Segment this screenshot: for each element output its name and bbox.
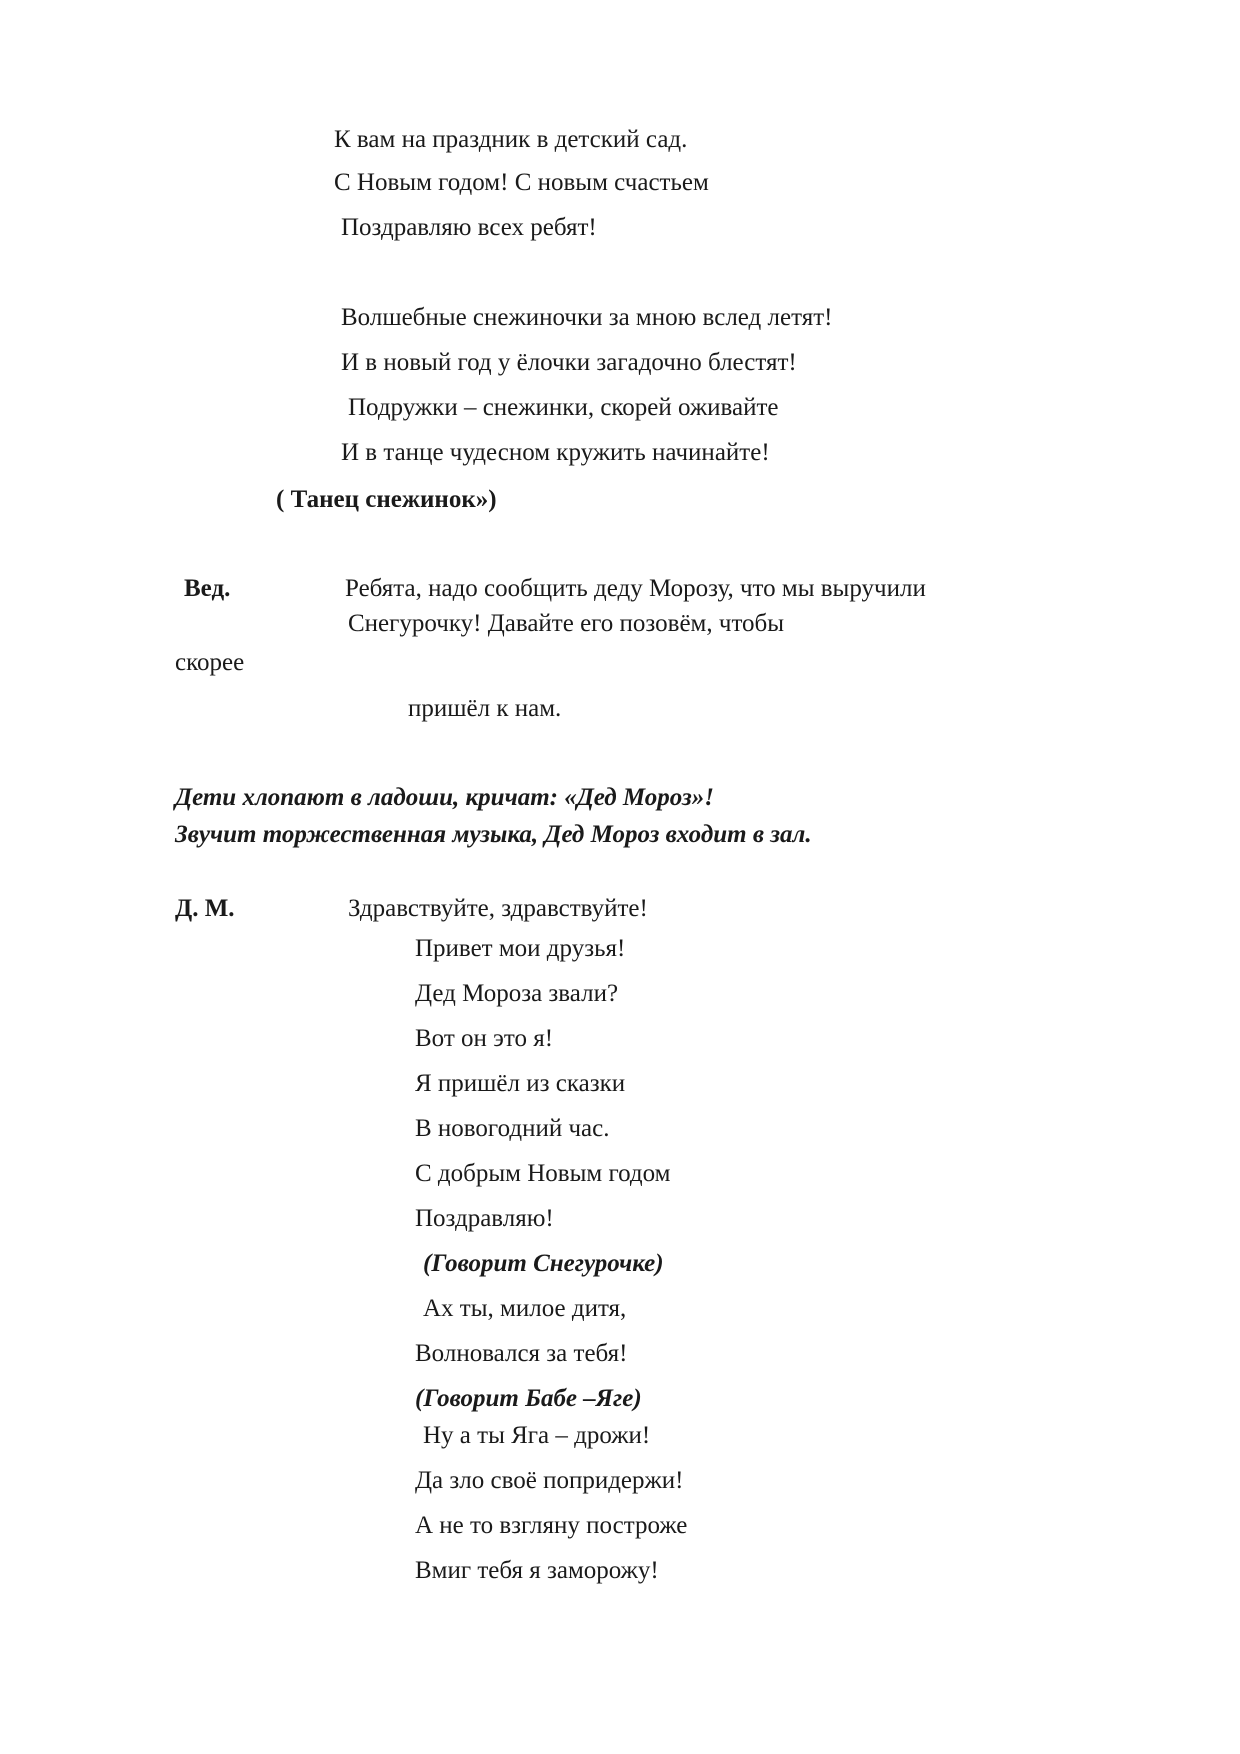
dm-stage-direction-yaga: (Говорит Бабе –Яге): [415, 1385, 642, 1412]
stage-direction-line-1: Дети хлопают в ладоши, кричат: «Дед Мороз»!: [175, 784, 714, 811]
stage-direction-dance: ( Танец снежинок»): [276, 486, 497, 513]
dm-line-4: Вот он это я!: [415, 1025, 554, 1052]
speaker-ved: Вед.: [184, 575, 231, 602]
verse2-line-3: Подружки – снежинки, скорей оживайте: [348, 394, 779, 421]
verse1-line-1: К вам на праздник в детский сад.: [334, 126, 688, 153]
verse1-line-3: Поздравляю всех ребят!: [341, 214, 597, 241]
dm-line-16: Вмиг тебя я заморожу!: [415, 1557, 659, 1584]
verse2-line-2: И в новый год у ёлочки загадочно блестят!: [341, 349, 797, 376]
ved-line-3: скорее: [175, 649, 245, 676]
verse1-line-2: С Новым годом! С новым счастьем: [334, 169, 709, 196]
speaker-dm: Д. М.: [175, 895, 235, 922]
stage-direction-line-2: Звучит торжественная музыка, Дед Мороз входит в зал.: [175, 821, 812, 848]
verse2-line-1: Волшебные снежиночки за мною вслед летят!: [341, 304, 833, 331]
dm-line-7: С добрым Новым годом: [415, 1160, 671, 1187]
dm-line-11: Волновался за тебя!: [415, 1340, 628, 1367]
dm-line-13: Ну а ты Яга – дрожи!: [423, 1422, 651, 1449]
dm-line-2: Привет мои друзья!: [415, 935, 626, 962]
dm-line-10: Ах ты, милое дитя,: [423, 1295, 627, 1322]
ved-line-1: Ребята, надо сообщить деду Морозу, что мы выручили: [345, 575, 926, 602]
ved-line-2: Снегурочку! Давайте его позовём, чтобы: [348, 610, 785, 637]
dm-line-5: Я пришёл из сказки: [415, 1070, 626, 1097]
dm-line-6: В новогодний час.: [415, 1115, 610, 1142]
dm-line-8: Поздравляю!: [415, 1205, 554, 1232]
verse2-line-4: И в танце чудесном кружить начинайте!: [341, 439, 770, 466]
dm-stage-direction-snegurochka: (Говорит Снегурочке): [423, 1250, 664, 1277]
dm-line-14: Да зло своё попридержи!: [415, 1467, 684, 1494]
dm-line-15: А не то взгляну построже: [415, 1512, 688, 1539]
dm-line-3: Дед Мороза звали?: [415, 980, 619, 1007]
dm-line-1: Здравствуйте, здравствуйте!: [348, 895, 648, 922]
ved-line-4: пришёл к нам.: [408, 695, 562, 722]
